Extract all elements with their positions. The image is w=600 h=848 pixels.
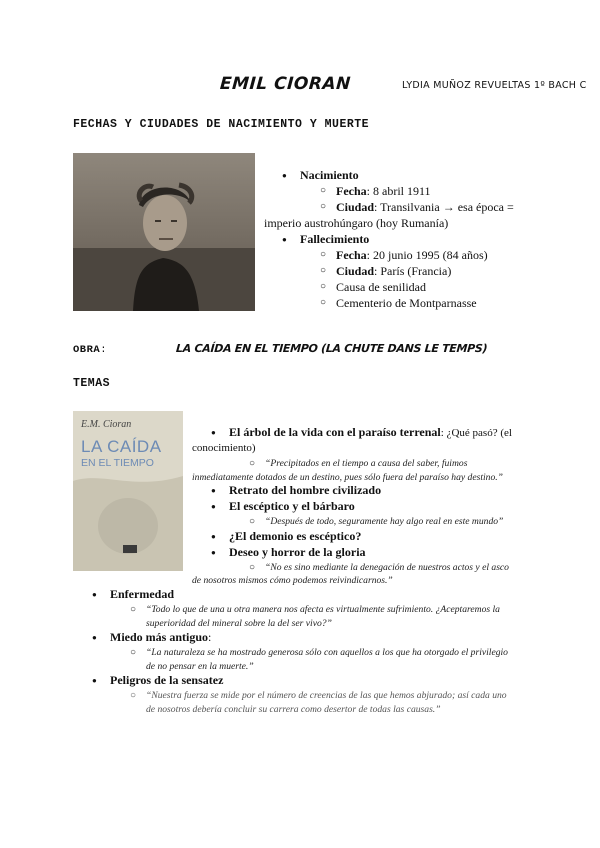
fecha-label: Fecha [336, 184, 367, 198]
ciudad-nacimiento-continued: imperio austrohúngaro (hoy Rumanía) [264, 216, 449, 230]
quote-gloria-line2: de nosotros mismos cómo podemos reivindicarnos.” [192, 575, 393, 586]
section-heading-temas: TEMAS [73, 377, 111, 390]
sub-fecha-fallecimiento [336, 247, 488, 263]
cioran-portrait-photo [73, 153, 255, 311]
ciudad-fallecimiento-value: : París (Francia) [374, 264, 452, 278]
quote-miedo-line1: ○ “La naturaleza se ha mostrado generosa sólo con aquellos a los que ha otorgado el privilegio [146, 645, 508, 661]
book-title-line2: EN EL TIEMPO [81, 457, 154, 469]
quote-arbol-line2: inmediatamente dotados de un destino, pues sólo fuera del paraíso hay destino.” [192, 472, 503, 483]
obra-colon: : [100, 344, 108, 356]
tema-miedo [110, 629, 211, 645]
tema-gloria: ● Deseo y horror de la gloria [229, 544, 366, 560]
book-title-line1: LA CAÍDA [81, 437, 162, 456]
quote-sensatez-line1: ○ “Nuestra fuerza se mide por el número de creencias de las que hemos abjurado; así cada uno [146, 688, 507, 704]
tema-sensatez: ● Peligros de la sensatez [110, 672, 223, 688]
quote-enfermedad-line1: ○ “Todo lo que de una u otra manera nos afecta es virtualmente sufrimiento. ¿Aceptaremos la [146, 602, 500, 618]
tema-arbol-label: El árbol de la vida con el paraíso terrenal [229, 425, 441, 439]
document-title: EMIL CIORAN [219, 74, 352, 94]
book-cover [73, 411, 183, 571]
sub-ciudad-nacimiento [336, 199, 514, 215]
obra-title: LA CAÍDA EN EL TIEMPO (LA CHUTE DANS LE TEMPS) [175, 342, 488, 355]
tema-miedo-label: Miedo más antiguo [110, 630, 209, 644]
quote-miedo-line2: de no pensar en la muerte.” [146, 661, 254, 672]
bullet-fallecimiento [300, 231, 369, 247]
author-line: LYDIA MUÑOZ REVUELTAS 1º BACH C [402, 80, 587, 91]
book-author: E.M. Cioran [81, 419, 132, 430]
ciudad-nacimiento-value: : Transilvania → esa época = [374, 200, 514, 214]
fecha-label: Fecha [336, 248, 367, 262]
ciudad-label: Ciudad [336, 264, 375, 278]
tema-miedo-colon: : [208, 630, 212, 644]
quote-sensatez-line2: de nosotros debería concluir su carrera como desertor de todas las causas.” [146, 704, 441, 715]
tema-esceptico-barbaro: ● El escéptico y el bárbaro [229, 498, 355, 514]
quote-enfermedad-line2: superioridad del mineral sobre la del ser vivo?” [146, 618, 332, 629]
nacimiento-label: Nacimiento [300, 168, 359, 182]
sub-ciudad-fallecimiento [336, 263, 451, 279]
sub-cementerio: ○ Cementerio de Montparnasse [336, 295, 477, 311]
obra-label [73, 344, 107, 356]
quote-esceptico: ○ “Después de todo, seguramente hay algo real en este mundo” [265, 514, 503, 530]
tema-enfermedad: ● Enfermedad [110, 586, 174, 602]
fallecimiento-label: Fallecimiento [300, 232, 370, 246]
tema-arbol-rest: : ¿Qué pasó? (el [440, 427, 512, 439]
obra-label-text: OBRA [73, 344, 101, 356]
ciudad-label: Ciudad [336, 200, 375, 214]
sub-causa: ○ Causa de senilidad [336, 279, 426, 295]
bullet-nacimiento [300, 167, 359, 183]
section-heading-dates: FECHAS Y CIUDADES DE NACIMIENTO Y MUERTE [73, 118, 370, 131]
tema-retrato: ● Retrato del hombre civilizado [229, 482, 381, 498]
fecha-nacimiento-value: : 8 abril 1911 [366, 184, 431, 198]
tema-arbol-vida [229, 424, 512, 441]
tema-arbol-continued: conocimiento) [192, 442, 256, 454]
quote-gloria-line1: ○ “No es sino mediante la denegación de nuestros actos y el asco [265, 560, 509, 576]
sub-fecha-nacimiento [336, 183, 431, 199]
quote-arbol-line1: ○ “Precipitados en el tiempo a causa del saber, fuimos [265, 456, 467, 472]
fecha-fallecimiento-value: : 20 junio 1995 (84 años) [366, 248, 488, 262]
tema-demonio: ● ¿El demonio es escéptico? [229, 528, 361, 544]
